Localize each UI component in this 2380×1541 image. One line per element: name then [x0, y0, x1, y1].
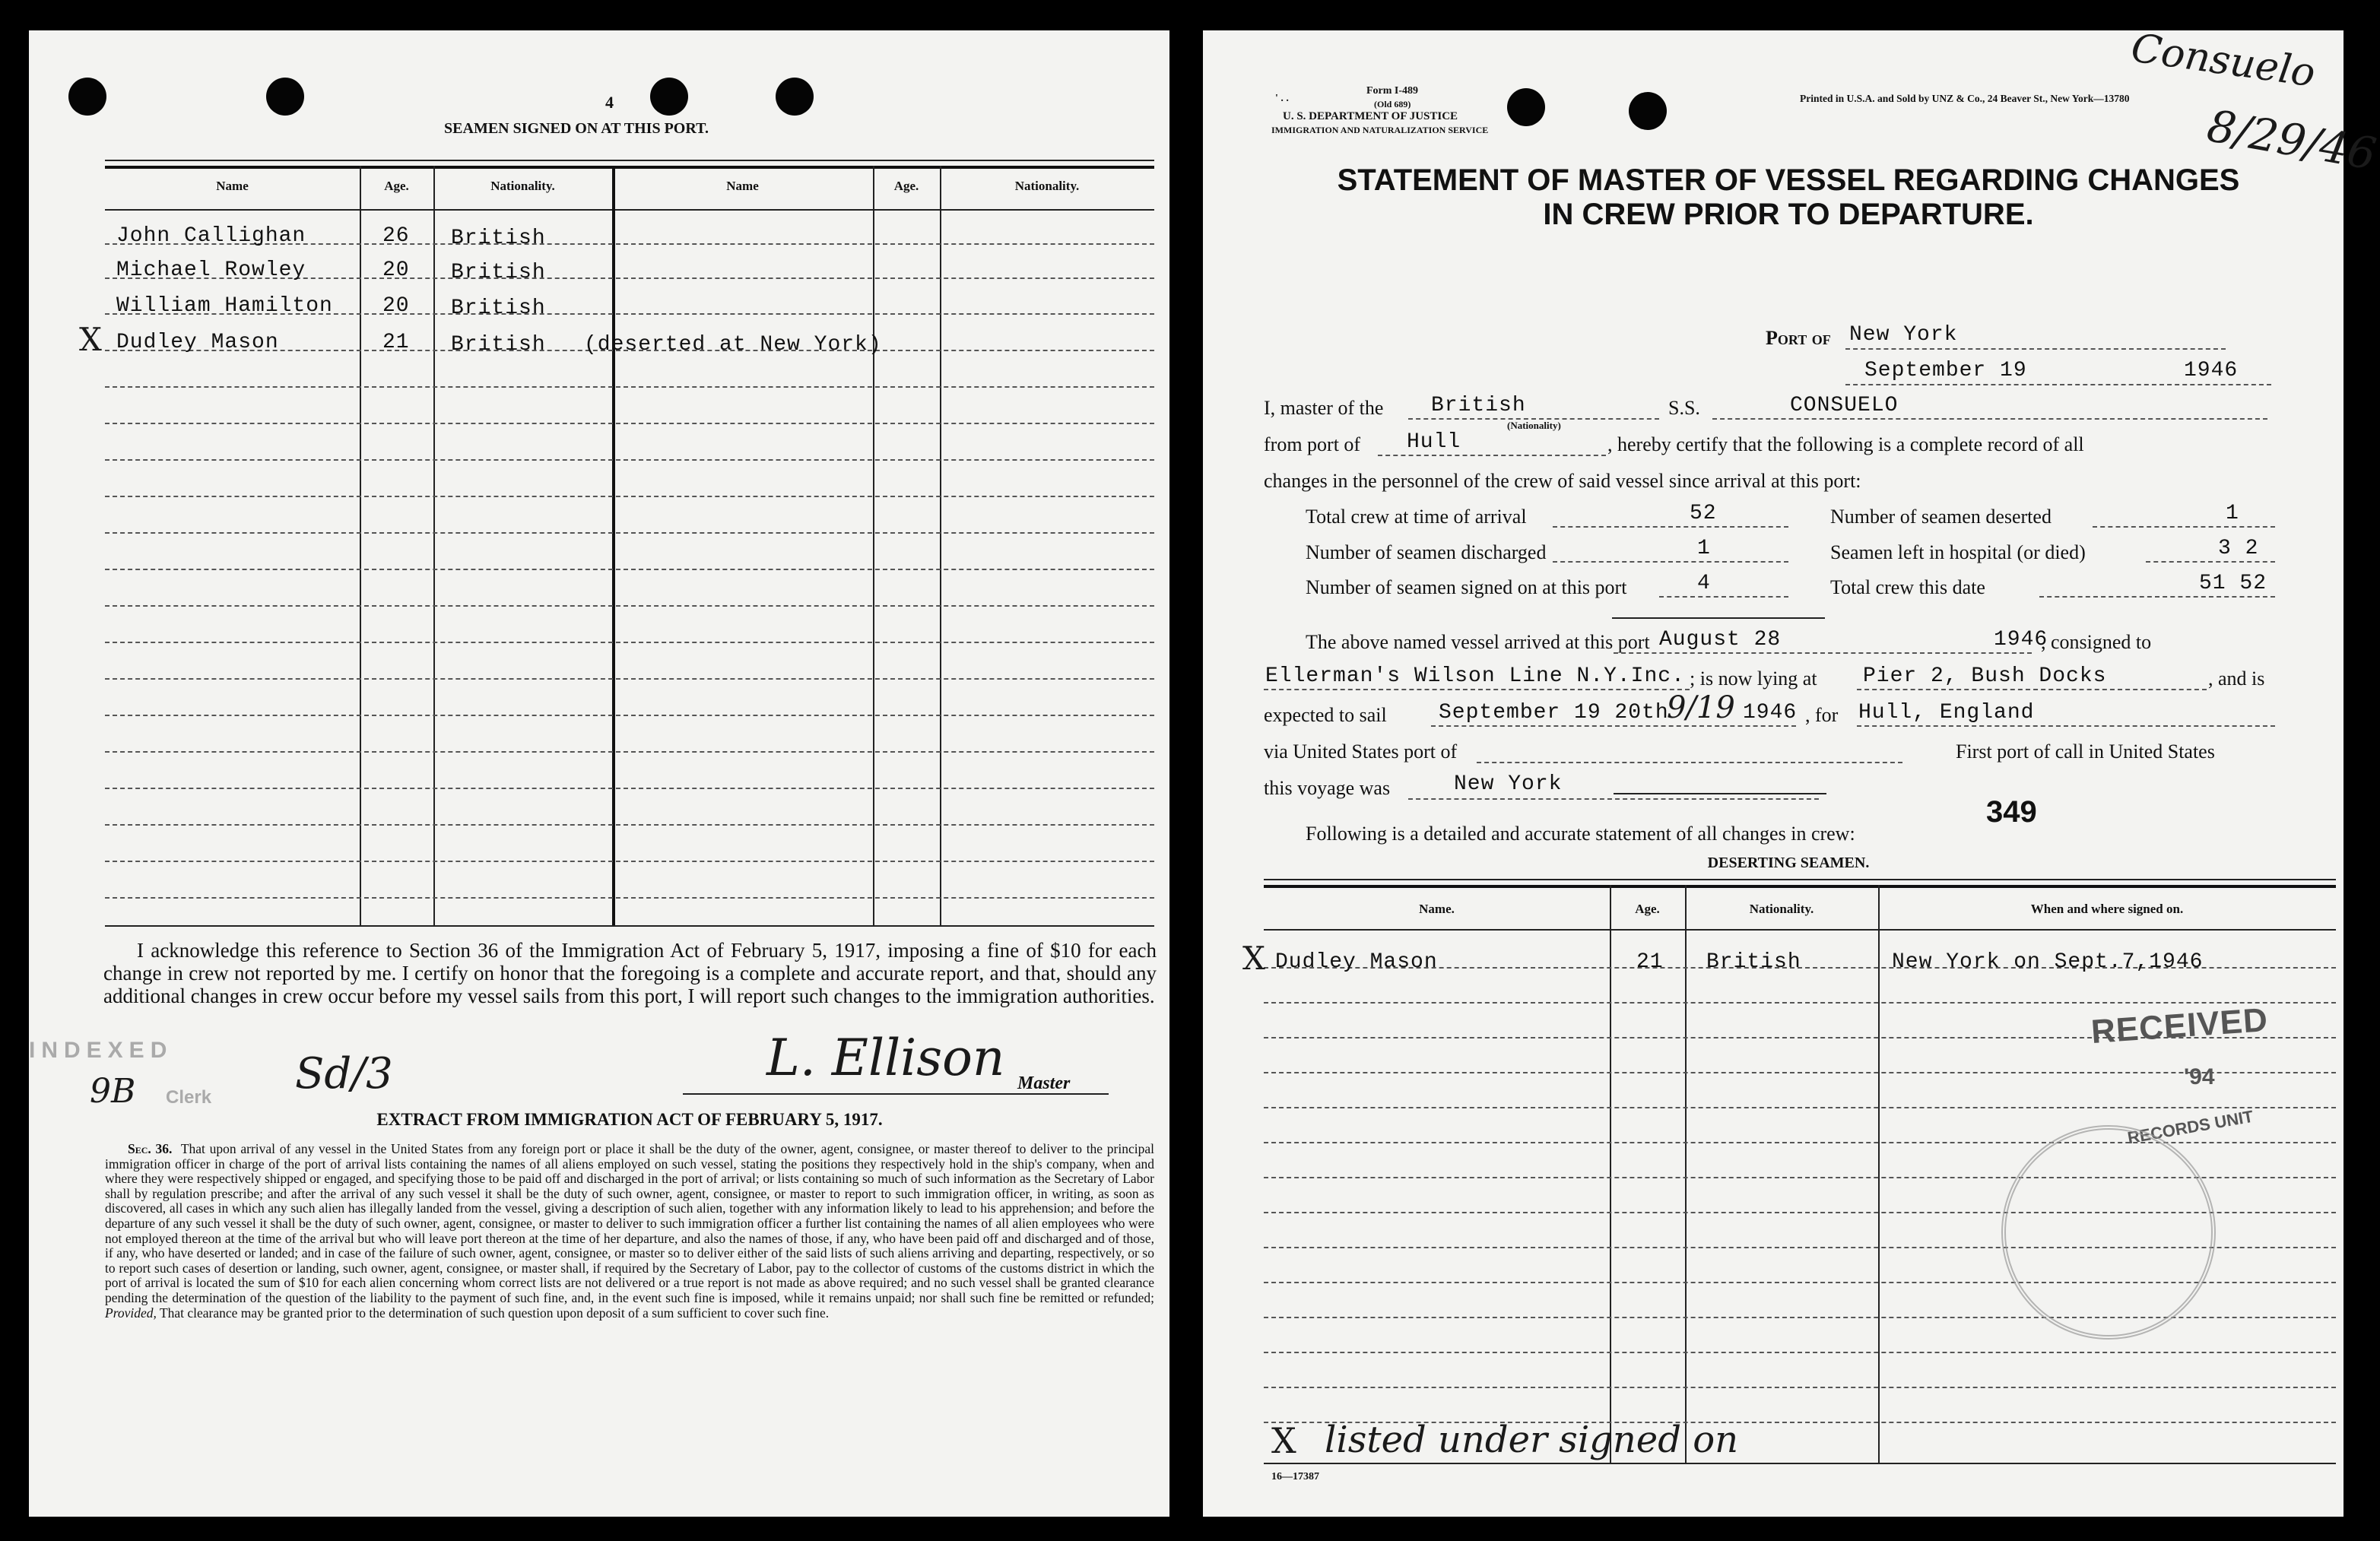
consigned-label: , consigned to [2041, 631, 2152, 653]
column-rule [1878, 885, 1880, 1463]
punch-hole [68, 78, 106, 116]
indexed-stamp: INDEXED [29, 1038, 173, 1063]
department: U. S. DEPARTMENT OF JUSTICE [1283, 110, 1458, 122]
ruled-line [105, 459, 1154, 461]
punch-hole [266, 78, 304, 116]
stat-label: Number of seamen signed on at this port [1306, 576, 1627, 598]
and-is: , and is [2208, 667, 2265, 690]
voyage-label: this voyage was [1264, 777, 1391, 799]
clerk-label: Clerk [166, 1087, 212, 1108]
ruled-line [1264, 1352, 2336, 1353]
stat-value: 52 [1690, 502, 1717, 525]
desert-header-signed-on: When and where signed on. [2030, 902, 2184, 916]
service: IMMIGRATION AND NATURALIZATION SERVICE [1271, 125, 1489, 135]
col-header-age-2: Age. [893, 179, 919, 193]
deserter-signed-on: New York on Sept.7,1946 [1892, 950, 2204, 974]
sail-date-hand: 9/19 [1667, 690, 1735, 725]
extract-body [105, 1142, 1154, 1321]
ruled-line [1431, 725, 1796, 727]
ruled-line [1378, 455, 1606, 456]
ruled-line [105, 423, 1154, 424]
arrived-year: 1946 [1994, 628, 2048, 652]
for-label: , for [1805, 704, 1839, 726]
row-age: 26 [382, 224, 410, 248]
sail-year: 1946 [1743, 701, 1798, 725]
port-label: Port of [1766, 327, 1831, 349]
row-name: Michael Rowley [116, 258, 306, 282]
clerk-mark: 9B [90, 1072, 136, 1111]
column-rule [940, 166, 941, 925]
ruled-line [1264, 689, 1690, 690]
changes-text: changes in the personnel of the crew of said vessel since arrival at this port: [1264, 470, 1861, 492]
ruled-line [105, 897, 1154, 899]
stat-value: 1 [1697, 537, 1711, 560]
extract-proviso: That clearance may be granted prior to the determination of such question upon deposit of a sum sufficient to cover such fine. [159, 1305, 830, 1321]
stat-value: 4 [1697, 572, 1711, 595]
ruled-line [105, 861, 1154, 862]
column-rule [1685, 885, 1687, 1463]
title-line-2: IN CREW PRIOR TO DEPARTURE. [1543, 198, 2034, 231]
ruled-line [1845, 384, 2271, 385]
col-header-nationality: Nationality. [490, 179, 555, 193]
row-nationality: British [451, 227, 546, 250]
received-date: '94 [2184, 1064, 2215, 1089]
col-header-name: Name [216, 179, 249, 193]
ruled-line [1264, 1107, 2336, 1108]
master-signature: L. Ellison [766, 1029, 1005, 1087]
deserting-title: DESERTING SEAMEN. [1707, 855, 1870, 871]
row-nationality: British [451, 333, 546, 357]
ruled-line [1408, 798, 1819, 800]
table-rule [105, 166, 1154, 169]
ss-label: S.S. [1668, 397, 1700, 419]
acknowledgement-text: I acknowledge this reference to Section 36 of the Immigration Act of February 5, 1917, imposing a fine of $10 for each change in crew not reported by me. I certify on honor that the foregoing is a complete and accurate report, and that, should any additional changes in crew occur before my vessel sails from this port, I will report such changes to the immigration authorities. [103, 939, 1157, 1007]
punch-hole [1507, 88, 1545, 126]
section-title: SEAMEN SIGNED ON AT THIS PORT. [444, 120, 709, 137]
column-rule [1610, 885, 1611, 1463]
ruled-line [105, 569, 1154, 570]
desert-header-age: Age. [1635, 902, 1660, 916]
date-value: September 19 [1864, 359, 2027, 382]
port-value: New York [1849, 323, 1958, 347]
destination: Hull, England [1858, 701, 2035, 725]
extract-title: EXTRACT FROM IMMIGRATION ACT OF FEBRUARY 5, 1917. [376, 1110, 883, 1129]
stat-label: Number of seamen discharged [1306, 541, 1547, 563]
first-port: New York [1454, 772, 1563, 796]
row-name: John Callighan [116, 224, 306, 248]
ruled-line [105, 532, 1154, 534]
records-stamp: RECORDS UNIT [2126, 1106, 2255, 1148]
vessel-value: CONSUELO [1790, 394, 1899, 417]
row-age: 21 [382, 331, 410, 354]
row-nationality: British [451, 296, 546, 320]
deserter-name: Dudley Mason [1275, 950, 1438, 974]
received-stamp: RECEIVED [2090, 1000, 2270, 1051]
via-label: via United States port of [1264, 740, 1458, 763]
lying-label: ; is now lying at [1690, 667, 1817, 690]
stamp-number: 349 [1986, 795, 2037, 829]
ruled-line [1264, 1002, 2336, 1004]
rule [1614, 793, 1826, 794]
row-nationality: British [451, 261, 546, 284]
circular-postmark [2001, 1125, 2216, 1340]
nationality-value: British [1431, 394, 1526, 417]
table-rule [1264, 929, 2336, 931]
ruled-line [1553, 526, 1788, 528]
printer-line: Printed in U.S.A. and Sold by UNZ & Co., 24 Beaver St., New York—13780 [1800, 93, 2130, 104]
ruled-line [1553, 561, 1788, 563]
year-value: 1946 [2184, 359, 2239, 382]
stat-value: 51 52 [2199, 572, 2267, 595]
ruled-line [1712, 418, 2267, 420]
ruled-line [2146, 561, 2275, 563]
ruled-line [105, 824, 1154, 826]
deserter-nationality: British [1706, 950, 1801, 974]
extract-label: Sec. 36. [128, 1141, 173, 1156]
master-label: Master [1017, 1073, 1071, 1093]
certify-text: , hereby certify that the following is a complete record of all [1607, 433, 2084, 455]
form-number: Form I-489 [1366, 85, 1419, 97]
first-call-label: First port of call in United States [1956, 740, 2215, 763]
col-header-nationality-2: Nationality. [1014, 179, 1080, 193]
left-page [29, 30, 1169, 1517]
ruled-line [105, 386, 1154, 388]
col-header-age: Age. [384, 179, 409, 193]
ruled-line [105, 496, 1154, 497]
footnote-hand: listed under signed on [1325, 1419, 1739, 1461]
sail-date: September 19 20th [1439, 701, 1669, 725]
ruled-line [2093, 526, 2275, 528]
ruled-line [1477, 762, 1902, 763]
from-port-value: Hull [1407, 430, 1461, 454]
stat-label: Total crew at time of arrival [1306, 506, 1527, 528]
stat-label: Number of seamen deserted [1830, 506, 2052, 528]
nationality-caption: (Nationality) [1507, 420, 1561, 431]
column-rule [360, 166, 361, 925]
annotation-date: 8/29/46 [2203, 100, 2380, 180]
table-rule [105, 925, 1154, 927]
arrived-date: August 28 [1659, 628, 1782, 652]
expected-label: expected to sail [1264, 704, 1387, 726]
table-rule [105, 160, 1154, 161]
footnote-mark: X [1271, 1420, 1296, 1461]
row-name: Dudley Mason [116, 331, 279, 354]
rule [1612, 617, 1825, 619]
ruled-line [105, 715, 1154, 716]
ruled-line [1264, 1317, 2336, 1318]
page-number: 4 [605, 93, 614, 112]
ruled-line [1659, 596, 1788, 598]
stat-label: Total crew this date [1830, 576, 1985, 598]
ruled-line [105, 605, 1154, 607]
stat-value: 1 [2226, 502, 2239, 525]
row-note: (deserted at New York) [584, 333, 882, 357]
ruled-line [1845, 348, 2226, 350]
ruled-line [105, 642, 1154, 643]
form-old: (Old 689) [1374, 99, 1411, 109]
ruled-line [1614, 652, 2032, 654]
table-rule [1264, 1463, 2336, 1464]
title-line-1: STATEMENT OF MASTER OF VESSEL REGARDING CHANGES [1337, 163, 2240, 197]
ruled-line [1408, 418, 1659, 420]
cross-mark: X [1242, 940, 1265, 977]
table-rule [105, 209, 1154, 211]
extract-text: That upon arrival of any vessel in the United States from any foreign port or place it shall be the duty of the owner, agent, consignee, or master thereof to deliver to the principal immigration officer in charge of the port of arrival lists containing the names of all aliens employed on such vessel, stating the positions they respectively hold in the ship's company, when and where they were respectively shipped or engaged, and specifying those to be paid off and discharged in the port of arrival; or lists containing so much of such information as the Secretary of Labor shall by regulation prescribe; and after the arrival of any such vessel it shall be the duty of such owner, agent, consignee, or master to report to such immigration officer, in writing, as soon as discovered, all cases in which any such alien has illegally landed from the vessel, giving a description of such alien, together with any information likely to lead to his apprehension; and before the departure of any such vessel it shall be the duty of such owner, agent, consignee, or master to deliver to such immigration officer a further list containing the names of all alien employees who were not employed thereon at the time of the arrival but who will leave port thereon at the time of her departure, and also the names of those, if any, who have been paid off and discharged and of those, if any, who have deserted or landed; and in case of the failure of such owner, agent, consignee, or master so to deliver either of the said lists of such aliens arriving and departing, respectively, or so to report such cases of desertion or landing, such owner, agent, consignee, or master shall, if required by the Secretary of Labor, pay to the collector of customs of the customs district in which the port of arrival is located the sum of $10 for each alien concerning whom correct lists are not delivered or a true report is not made as above required; and no such vessel shall be granted clearance pending the determination of the question of the liability to the payment of such fine, and, in the event such fine is imposed, while it remains unpaid; nor shall such fine be remitted or refunded; [105, 1141, 1154, 1305]
consignee: Ellerman's Wilson Line N.Y.Inc. [1265, 664, 1685, 688]
from-port-label: from port of [1264, 433, 1361, 455]
footer-code: 16—17387 [1271, 1471, 1319, 1482]
stat-value: 3 2 [2218, 537, 2259, 560]
col-header-name-2: Name [726, 179, 759, 193]
punch-hole [650, 78, 688, 116]
ruled-line [105, 678, 1154, 680]
ruled-line [1264, 1142, 2336, 1143]
ruled-line [1264, 1387, 2336, 1388]
right-page [1203, 25, 2380, 1517]
stat-label: Seamen left in hospital (or died) [1830, 541, 2086, 563]
table-rule [1264, 879, 2336, 880]
deserter-age: 21 [1636, 950, 1664, 974]
ruled-line [105, 788, 1154, 789]
ruled-line [2039, 596, 2275, 598]
column-rule [612, 166, 615, 925]
ruled-line [1857, 725, 2275, 727]
table-rule [1264, 885, 2336, 888]
ruled-line [1857, 689, 2207, 690]
ruled-line [105, 751, 1154, 753]
annotation-vessel: Consuelo [2128, 25, 2318, 97]
berth: Pier 2, Bush Docks [1863, 664, 2107, 688]
desert-header-nationality: Nationality. [1749, 902, 1814, 916]
column-rule [873, 166, 874, 925]
tick-marks: ' . . [1275, 93, 1289, 104]
extract-proviso-label: Provided, [105, 1305, 157, 1321]
ruled-line [1264, 1072, 2336, 1073]
punch-hole [1629, 92, 1667, 130]
master-of-label: I, master of the [1264, 397, 1384, 419]
following-text: Following is a detailed and accurate statement of all changes in crew: [1306, 823, 1855, 845]
row-name: William Hamilton [116, 294, 333, 318]
arrived-label: The above named vessel arrived at this port [1306, 631, 1650, 653]
row-age: 20 [382, 294, 410, 318]
row-age: 20 [382, 258, 410, 282]
punch-hole [776, 78, 814, 116]
desert-header-name: Name. [1419, 902, 1455, 916]
cross-mark: X [79, 321, 102, 358]
column-rule [433, 166, 435, 925]
clerk-initials: Sd/3 [295, 1049, 393, 1099]
